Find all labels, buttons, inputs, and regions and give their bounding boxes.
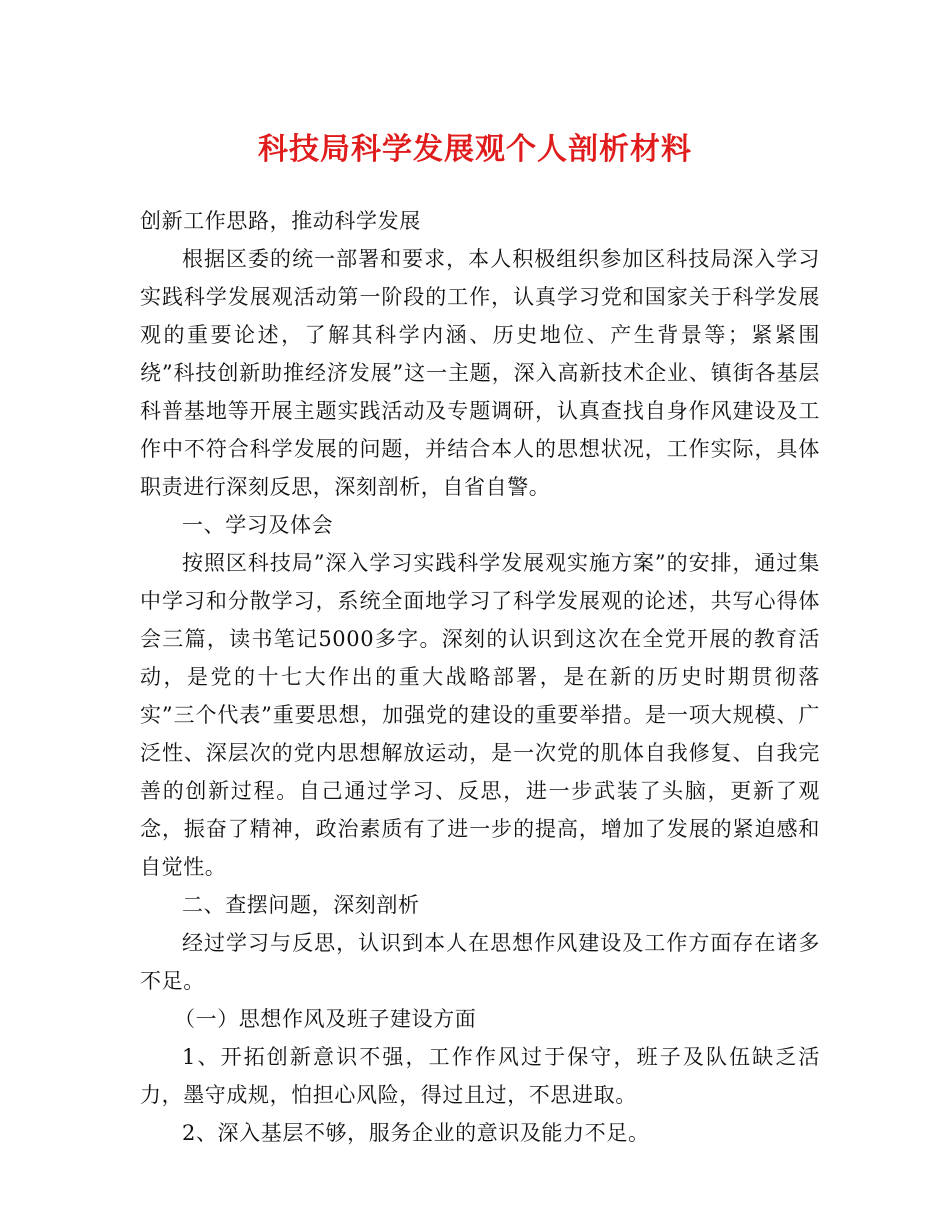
subsection-heading-style: （一）思想作风及班子建设方面	[174, 1007, 477, 1031]
paragraph-study: 按照区科技局”深入学习实践科学发展观实施方案”的安排，通过集中学习和分散学习，系统全面地学习了科学发展观的论述，共写心得体会三篇，读书笔记5000多字。深刻的认识到这次在全党开展的教育活动，是党的十七大作出的重大战略部署，是在新的历史时期贯彻落实”三个代表”重要思想，加强党的建设的重要举措。是一项大规模、广泛性、深层次的党内思想解放运动，是一次党的肌体自我修复、自我完善的创新过程。自己通过学习、反思，进一步武装了头脑，更新了观念，振奋了精神，政治素质有了进一步的提高，增加了发展的紧迫感和自觉性。	[140, 551, 820, 879]
paragraph-intro: 根据区委的统一部署和要求，本人积极组织参加区科技局深入学习实践科学发展观活动第一阶段的工作，认真学习党和国家关于科学发展观的重要论述，了解其科学内涵、历史地位、产生背景等；紧紧围绕”科技创新助推经济发展”这一主题，深入高新技术企业、镇街各基层科普基地等开展主题实践活动及专题调研，认真查找自身作风建设及工作中不符合科学发展的问题，并结合本人的思想状况，工作实际，具体职责进行深刻反思，深刻剖析，自省自警。	[140, 247, 820, 499]
document-title: 科技局科学发展观个人剖析材料	[258, 132, 692, 167]
section-heading-problems: 二、查摆问题，深刻剖析	[182, 893, 420, 917]
paragraph-subtitle: 创新工作思路，推动科学发展	[140, 209, 421, 233]
section-heading-study: 一、学习及体会	[182, 513, 334, 537]
list-item-2: 2、深入基层不够，服务企业的意识及能力不足。	[182, 1121, 650, 1145]
document-body	[140, 202, 820, 1152]
paragraph-problems-intro: 经过学习与反思，认识到本人在思想作风建设及工作方面存在诸多不足。	[140, 931, 820, 993]
list-item-1: 1、开拓创新意识不强，工作作风过于保守，班子及队伍缺乏活力，墨守成规，怕担心风险，得过且过，不思进取。	[140, 1045, 820, 1107]
